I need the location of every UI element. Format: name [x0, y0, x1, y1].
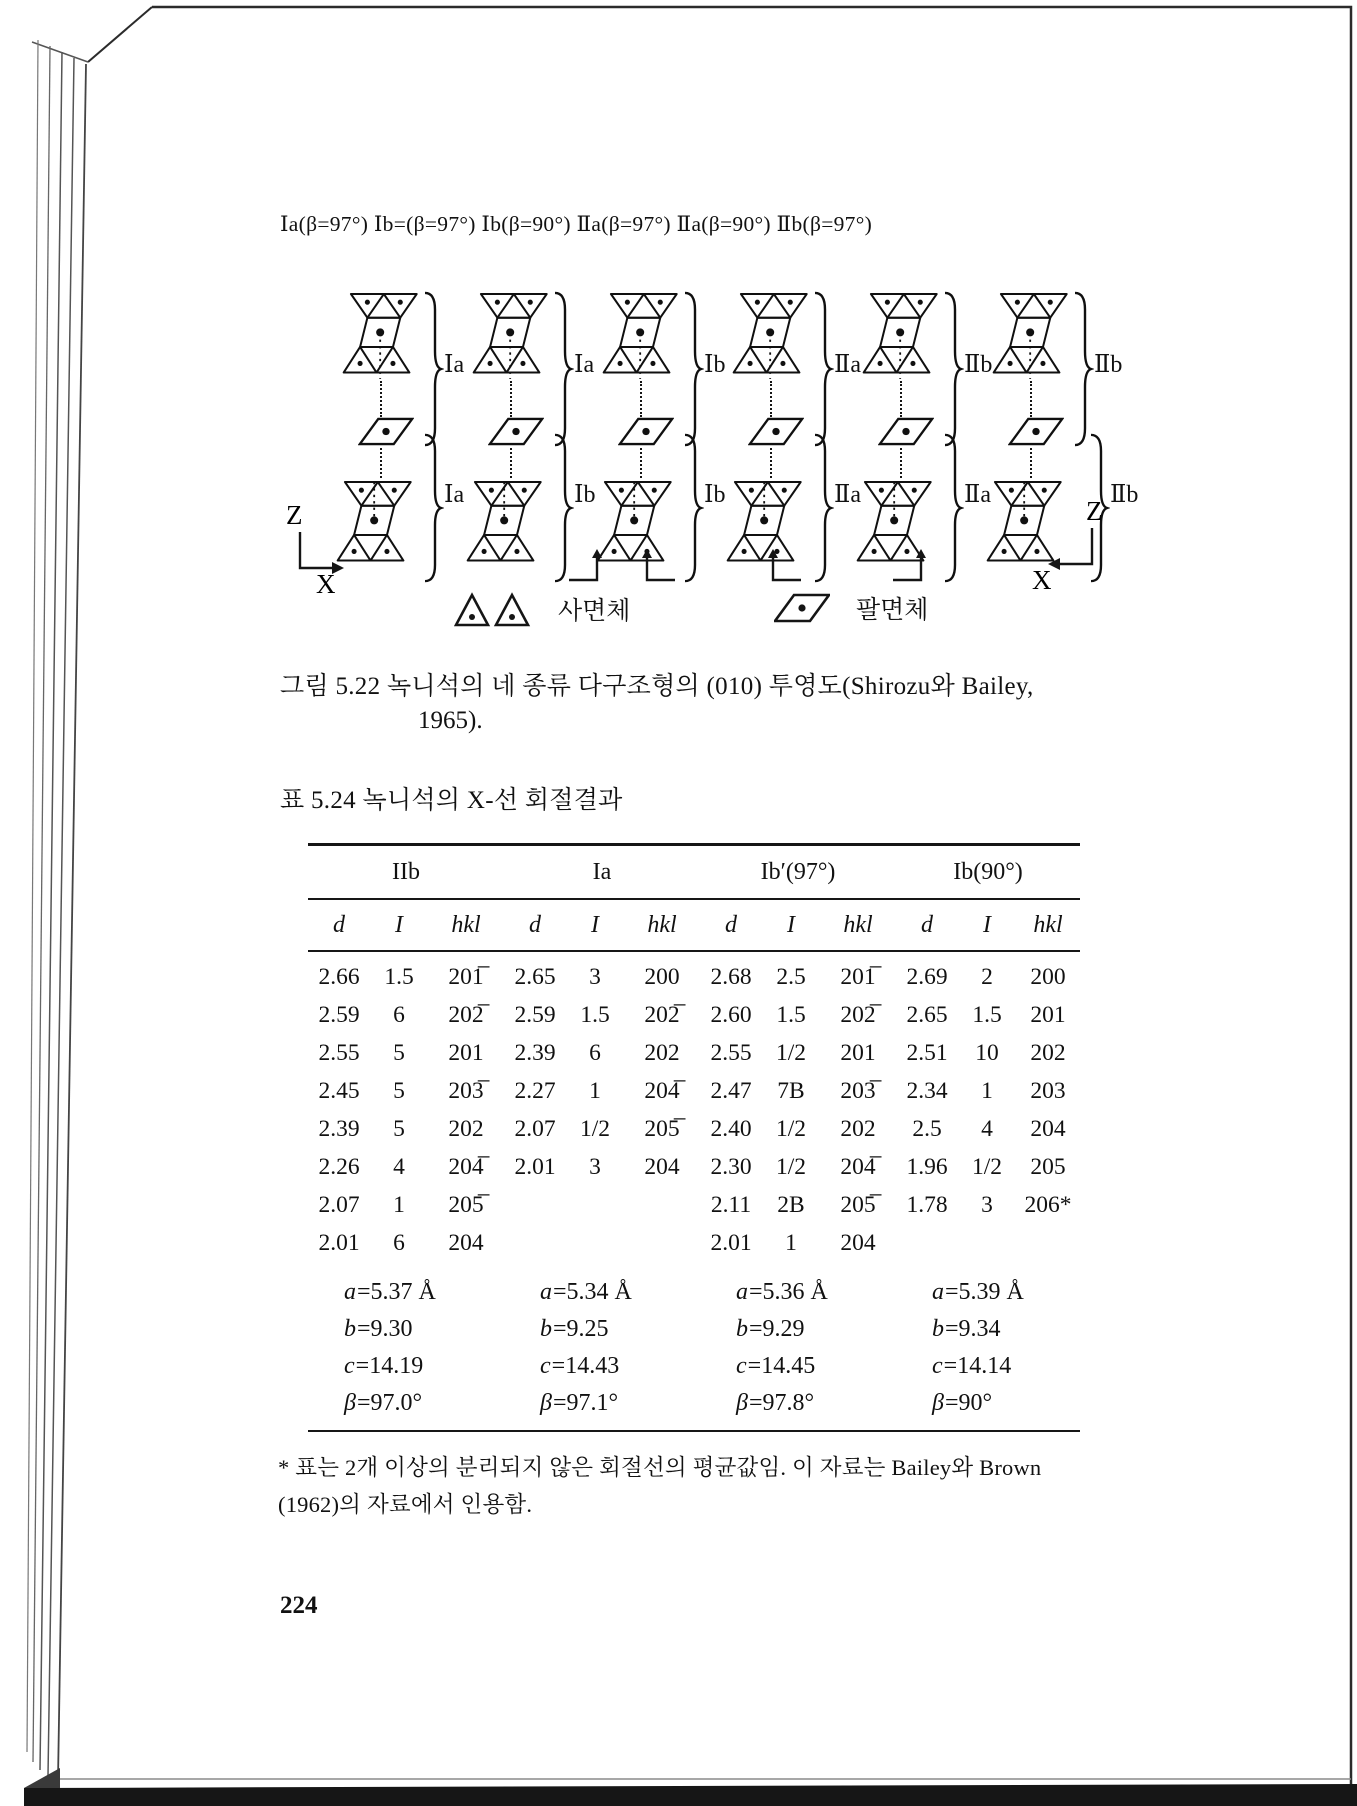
zx-axis-right: [1030, 494, 1110, 589]
table-cell: 2.07: [318, 1192, 360, 1218]
polytype-label-top: Ⅰa: [574, 352, 595, 378]
table-cell: 204: [644, 1154, 680, 1180]
table-group-header: IIb: [392, 858, 420, 885]
table-cell: [566, 1224, 624, 1262]
table-group-header-row: [308, 846, 1080, 898]
legend-tetrahedron-label: 사면체: [558, 598, 631, 625]
table-column-header: hkl: [843, 911, 873, 938]
tetrahedra-layer-top: [340, 290, 424, 382]
lattice-param-line: c=14.14: [932, 1353, 1012, 1379]
stacking-connector: [510, 381, 512, 417]
table-cell: 1.5: [384, 964, 414, 990]
table-cell: 1.5: [972, 1002, 1002, 1028]
figure-caption-line2: 1965).: [418, 707, 483, 734]
table-cell: 204: [840, 1230, 876, 1256]
table-footnote-line2: (1962)의 자료에서 인용함.: [278, 1492, 533, 1517]
table-group-header: Ib′(97°): [760, 858, 836, 885]
table-cell: 201̅: [448, 964, 484, 990]
tetrahedra-layer-bottom: [464, 478, 548, 570]
table-column-header: d: [529, 911, 541, 938]
table-cell: 2B: [777, 1192, 805, 1218]
table-cell: 202: [448, 1116, 484, 1142]
table-cell: 1: [589, 1078, 601, 1104]
table-cell: [624, 1224, 700, 1262]
table-cell: 1/2: [775, 1116, 807, 1142]
polytype-label-bottom: Ⅱa: [964, 482, 991, 508]
tetrahedra-layer-top: [600, 290, 684, 382]
axis-corner-mark: [766, 548, 806, 586]
table-cell: 201̅: [840, 964, 876, 990]
octahedron-unit: [618, 416, 674, 447]
table-cell: 203: [1030, 1078, 1066, 1104]
tetrahedra-layer-top: [990, 290, 1074, 382]
table-cell: 204̅: [840, 1154, 876, 1180]
polytype-label-bottom: Ⅰa: [444, 482, 465, 508]
table-rule-bottom: [308, 1430, 1080, 1432]
lattice-params-group: [308, 1274, 504, 1422]
stacking-connector: [1030, 381, 1032, 417]
table-cell: 2.27: [514, 1078, 556, 1104]
table-cell: 2.65: [906, 1002, 948, 1028]
table-column-header: d: [725, 911, 737, 938]
table-cell: 5: [393, 1116, 405, 1142]
table-cell: 2.11: [710, 1192, 752, 1218]
table-cell: 205: [1030, 1154, 1066, 1180]
octahedron-unit: [1008, 416, 1064, 447]
polytype-label-top: Ⅰb: [704, 352, 726, 378]
lattice-params-group: [896, 1274, 1080, 1422]
octahedron-unit: [488, 416, 544, 447]
lattice-param-line: c=14.45: [736, 1353, 816, 1379]
page-content: [272, 0, 1152, 1806]
table-column-header: hkl: [1033, 911, 1063, 938]
table-cell: 2.5: [776, 964, 806, 990]
polytype-column: [722, 250, 861, 595]
table-column-header: I: [395, 911, 403, 938]
table-cell: 2.66: [318, 964, 360, 990]
axis-corner-mark: [640, 548, 680, 586]
table-group-header: Ia: [592, 858, 612, 885]
octahedron-unit: [878, 416, 934, 447]
stacking-connector: [770, 381, 772, 417]
table-cell: 1/2: [971, 1154, 1003, 1180]
table-cell: 2.01: [514, 1154, 556, 1180]
brace-bottom: [942, 432, 964, 584]
table-cell: [566, 1186, 624, 1224]
lattice-param-line: b=9.29: [736, 1316, 805, 1342]
table-cell: [624, 1186, 700, 1224]
table-column-header: d: [333, 911, 345, 938]
lattice-param-line: β=97.8°: [736, 1390, 815, 1416]
table-cell: 201: [840, 1040, 876, 1066]
table-cell: 1: [981, 1078, 993, 1104]
stacking-connector: [900, 381, 902, 417]
table-cell: 2.40: [710, 1116, 752, 1142]
page-number: 224: [280, 1592, 318, 1619]
table-cell: 6: [393, 1002, 405, 1028]
lattice-params-group: [504, 1274, 700, 1422]
polytype-formula-line: Ⅰa(β=97°) Ⅰb=(β=97°) Ⅰb(β=90°) Ⅱa(β=97°) Ⅱa(β=90°) Ⅱb(β=97°): [280, 212, 873, 236]
brace-top: [1072, 290, 1094, 448]
table-cell: 2.65: [514, 964, 556, 990]
svg-text:X: X: [1032, 565, 1052, 589]
axis-corner-mark: [888, 548, 928, 586]
brace-top: [552, 290, 574, 448]
table-cell: 200: [644, 964, 680, 990]
table-cell: 4: [393, 1154, 405, 1180]
axis-corner-mark: [564, 548, 604, 586]
table-cell: 4: [981, 1116, 993, 1142]
table-cell: 1: [785, 1230, 797, 1256]
lattice-param-line: β=97.1°: [540, 1390, 619, 1416]
table-cell: 2.45: [318, 1078, 360, 1104]
table-cell: 6: [589, 1040, 601, 1066]
table-cell: 3: [589, 964, 601, 990]
table-cell: 5: [393, 1040, 405, 1066]
table-cell: 204: [1030, 1116, 1066, 1142]
table-cell: 3: [981, 1192, 993, 1218]
table-cell: 10: [975, 1040, 999, 1066]
brace-bottom: [682, 432, 704, 584]
svg-text:Z: Z: [286, 500, 303, 530]
table-cell: 2.07: [514, 1116, 556, 1142]
lattice-param-line: β=90°: [932, 1390, 993, 1416]
table-cell: [504, 1186, 566, 1224]
table-column-header: d: [921, 911, 933, 938]
lattice-param-line: a=5.39 Å: [932, 1279, 1024, 1305]
brace-top: [422, 290, 444, 448]
table-cell: 202̅: [448, 1002, 484, 1028]
table-cell: 2.55: [318, 1040, 360, 1066]
table-cell: 1/2: [775, 1040, 807, 1066]
table-cell: 2.5: [912, 1116, 942, 1142]
table-column-header: I: [787, 911, 795, 938]
table-cell: 205̅: [840, 1192, 876, 1218]
table-cell: 203̅: [840, 1078, 876, 1104]
xrd-table: [308, 843, 1080, 1432]
tetrahedra-layer-top: [730, 290, 814, 382]
table-cell: 2.69: [906, 964, 948, 990]
table-cell: 2.39: [514, 1040, 556, 1066]
table-cell: 205̅: [644, 1116, 680, 1142]
table-column-header: I: [591, 911, 599, 938]
svg-text:Z: Z: [1086, 496, 1103, 526]
stacking-connector: [770, 448, 772, 478]
polytype-label-bottom: Ⅰb: [704, 482, 726, 508]
table-cell: 1.5: [580, 1002, 610, 1028]
table-cell: 1.78: [906, 1192, 948, 1218]
stacking-connector: [640, 448, 642, 478]
table-cell: 201: [448, 1040, 484, 1066]
polytype-label-bottom: Ⅱa: [834, 482, 861, 508]
stacking-connector: [640, 381, 642, 417]
tetrahedron-icon: [454, 590, 532, 628]
zx-axis-left: [282, 498, 362, 593]
lattice-param-line: a=5.36 Å: [736, 1279, 828, 1305]
polytype-label-top: Ⅱb: [1094, 352, 1123, 378]
legend-tetrahedron: [454, 590, 630, 628]
polytype-label-top: Ⅱa: [834, 352, 861, 378]
table-cell: 204̅: [448, 1154, 484, 1180]
stacking-connector: [1030, 448, 1032, 478]
table-cell: 3: [589, 1154, 601, 1180]
lattice-param-line: β=97.0°: [344, 1390, 423, 1416]
table-cell: 202: [1030, 1040, 1066, 1066]
octahedron-unit: [748, 416, 804, 447]
table-group-header: Ib(90°): [953, 858, 1023, 885]
table-cell: 2.51: [906, 1040, 948, 1066]
table-cell: 202̅: [840, 1002, 876, 1028]
polytype-column: [462, 250, 596, 595]
table-cell: 2.01: [318, 1230, 360, 1256]
tetrahedra-layer-top: [470, 290, 554, 382]
table-cell: 202: [840, 1116, 876, 1142]
table-cell: 2.34: [906, 1078, 948, 1104]
table-cell: 200: [1030, 964, 1066, 990]
svg-text:X: X: [316, 569, 336, 593]
table-cell: 2.59: [318, 1002, 360, 1028]
stacking-connector: [380, 448, 382, 478]
polytype-label-bottom: Ⅰb: [574, 482, 596, 508]
table-cell: [958, 1224, 1016, 1262]
table-column-header: hkl: [647, 911, 677, 938]
table-cell: 202̅: [644, 1002, 680, 1028]
table-cell: 2.68: [710, 964, 752, 990]
brace-bottom: [422, 432, 444, 584]
lattice-param-line: b=9.34: [932, 1316, 1001, 1342]
lattice-param-line: b=9.25: [540, 1316, 609, 1342]
table-cell: 201: [1030, 1002, 1066, 1028]
octahedron-icon: [774, 592, 830, 624]
table-column-header-row: [308, 900, 1080, 950]
table-cell: 7B: [777, 1078, 805, 1104]
table-cell: 2.30: [710, 1154, 752, 1180]
legend-octahedron: [774, 590, 928, 626]
lattice-param-line: a=5.37 Å: [344, 1279, 436, 1305]
lattice-parameters: [308, 1274, 1080, 1422]
table-cell: [504, 1224, 566, 1262]
table-cell: 2.55: [710, 1040, 752, 1066]
table-cell: 203̅: [448, 1078, 484, 1104]
lattice-param-line: b=9.30: [344, 1316, 413, 1342]
table-cell: 1: [393, 1192, 405, 1218]
lattice-param-line: c=14.19: [344, 1353, 424, 1379]
legend-octahedron-label: 팔면체: [856, 597, 929, 624]
table-cell: 2.01: [710, 1230, 752, 1256]
table-cell: 2.47: [710, 1078, 752, 1104]
brace-top: [942, 290, 964, 448]
table-cell: 2.26: [318, 1154, 360, 1180]
lattice-param-line: c=14.43: [540, 1353, 620, 1379]
table-cell: 1/2: [775, 1154, 807, 1180]
brace-top: [682, 290, 704, 448]
lattice-param-line: a=5.34 Å: [540, 1279, 632, 1305]
table-column-header: I: [983, 911, 991, 938]
polytype-label-bottom: Ⅱb: [1110, 482, 1139, 508]
table-cell: 206*: [1024, 1192, 1072, 1218]
table-cell: 2.59: [514, 1002, 556, 1028]
table-footnote-line1: * 표는 2개 이상의 분리되지 않은 회절선의 평균값임. 이 자료는 Bailey와 Brown: [278, 1455, 1042, 1480]
polytype-column: [852, 250, 993, 595]
polytype-column: [592, 250, 726, 595]
table-cell: 2: [981, 964, 993, 990]
table-cell: 1.5: [776, 1002, 806, 1028]
table-cell: 202: [644, 1040, 680, 1066]
table-cell: 1/2: [579, 1116, 611, 1142]
table-cell: 204̅: [644, 1078, 680, 1104]
figure-5-22-polytype-diagram: [332, 250, 1139, 595]
table-cell: 204: [448, 1230, 484, 1256]
polytype-label-top: Ⅰa: [444, 352, 465, 378]
table-cell: 1.96: [906, 1154, 948, 1180]
table-cell: [1016, 1224, 1080, 1262]
table-cell: [896, 1224, 958, 1262]
table-cell: 2.60: [710, 1002, 752, 1028]
lattice-params-group: [700, 1274, 896, 1422]
table-cell: 205̅: [448, 1192, 484, 1218]
stacking-connector: [900, 448, 902, 478]
table-cell: 5: [393, 1078, 405, 1104]
figure-caption-line1: 그림 5.22 녹니석의 네 종류 다구조형의 (010) 투영도(Shirozu와 Bailey,: [280, 673, 1034, 700]
table-title: 표 5.24 녹니석의 X-선 회절결과: [280, 787, 623, 814]
polytype-label-top: Ⅱb: [964, 352, 993, 378]
tetrahedra-layer-top: [860, 290, 944, 382]
table-data-grid: [308, 952, 1080, 1262]
stacking-connector: [380, 381, 382, 417]
brace-bottom: [812, 432, 834, 584]
stacking-connector: [510, 448, 512, 478]
octahedron-unit: [358, 416, 414, 447]
table-column-header: hkl: [451, 911, 481, 938]
brace-top: [812, 290, 834, 448]
table-cell: 6: [393, 1230, 405, 1256]
table-cell: 2.39: [318, 1116, 360, 1142]
